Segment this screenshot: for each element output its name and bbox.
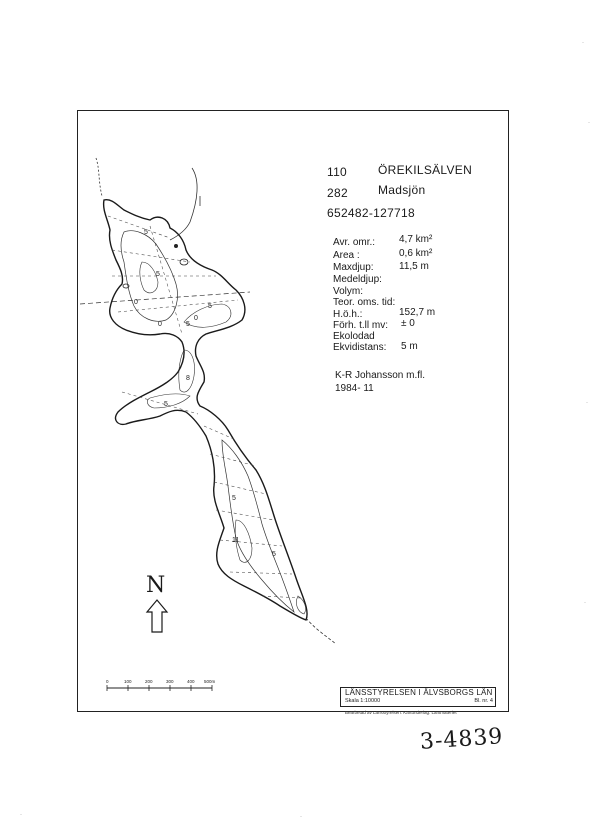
inflow-stream <box>170 168 197 240</box>
transect-line <box>214 482 266 494</box>
transect-line <box>210 454 256 466</box>
depth-label: 11 <box>232 537 240 544</box>
scan-speck: · <box>20 812 22 818</box>
depth-label: 5 <box>156 271 160 278</box>
lake-number: 282 <box>327 186 348 200</box>
lake-shoreline <box>104 200 307 620</box>
info-value: 5 m <box>401 341 418 352</box>
transect-line <box>204 426 236 440</box>
depth-label: 0 <box>158 321 162 328</box>
depth-label: 0 <box>134 299 138 306</box>
depth-contour <box>179 350 195 392</box>
stamp-title: LÄNSSTYRELSEN I ÄLVSBORGS LÄN <box>345 688 493 697</box>
info-label: Ekvidistans: <box>333 342 387 353</box>
island <box>174 244 178 248</box>
scan-speck: · <box>582 40 584 46</box>
transect-line <box>220 540 282 546</box>
depth-contour <box>222 440 294 612</box>
inflow-stream <box>96 158 102 196</box>
info-label: Volym: <box>333 286 364 297</box>
info-label: Area : <box>333 250 360 261</box>
info-label: Maxdjup: <box>333 262 374 273</box>
north-arrow-shape <box>147 600 167 632</box>
transect-line <box>262 596 302 598</box>
depth-label: 5 <box>144 229 148 236</box>
depth-label: 5 <box>164 401 168 408</box>
transect-line <box>108 216 170 238</box>
authority-stamp <box>340 687 496 707</box>
depth-label: 8 <box>186 375 190 382</box>
scale-tick-label: 500m <box>204 679 216 684</box>
road <box>80 292 250 304</box>
scan-speck: · <box>584 600 586 606</box>
info-label: Avr. omr.: <box>333 237 376 248</box>
stamp-details <box>345 698 493 704</box>
basin-name: ÖREKILSÄLVEN <box>378 163 473 177</box>
scale-tick-label: 300 <box>166 679 174 684</box>
scale-tick-label: 0 <box>106 679 109 684</box>
survey-date: 1984- 11 <box>335 383 374 394</box>
handwritten-reference: 3-4839 <box>419 724 505 755</box>
lake-coordinates: 652482-127718 <box>327 206 415 220</box>
depth-label: 5 <box>232 495 236 502</box>
scale-tick-label: 100 <box>124 679 132 684</box>
scale-tick-label: 200 <box>145 679 153 684</box>
stamp-sheet: Bl. nr. 4 <box>474 698 493 704</box>
info-value: 0,6 km² <box>399 248 433 259</box>
depth-label: 5 <box>272 551 276 558</box>
author-name: K-R Johansson m.fl. <box>335 370 426 381</box>
info-label: Teor. oms. tid: <box>333 297 396 308</box>
transect-line <box>216 510 274 520</box>
depth-label: 5 <box>208 303 212 310</box>
island <box>180 259 188 265</box>
info-label: H.ö.h.: <box>333 309 363 320</box>
scale-bar <box>107 685 212 691</box>
lake-name: Madsjön <box>378 183 426 197</box>
north-label: N <box>146 573 166 598</box>
info-label: Förh. t.ll mv: <box>333 320 389 331</box>
depth-label: 5 <box>186 321 190 328</box>
info-value: 11,5 m <box>399 261 429 272</box>
north-arrow-icon <box>146 573 167 632</box>
info-value: 152,7 m <box>399 307 436 318</box>
info-value: ± 0 <box>401 318 415 329</box>
info-label: Medeldjup: <box>333 274 382 285</box>
outflow-stream <box>306 618 336 644</box>
transect-line <box>230 572 292 574</box>
scan-speck: · <box>300 814 302 820</box>
scan-speck: · <box>588 120 590 126</box>
scale-tick-label: 400 <box>187 679 195 684</box>
scan-speck: · <box>586 400 588 406</box>
sounding-transects <box>108 216 302 598</box>
stamp-note: Bearbetad av Länsstyrelsen. Kartunderlag: Lantmäteriet <box>345 710 457 715</box>
depth-label: 0 <box>194 315 198 322</box>
stamp-scale: Skala 1:10000 <box>345 698 381 704</box>
info-value: 4,7 km² <box>399 234 433 245</box>
info-label: Ekolodad <box>333 331 375 342</box>
depth-labels <box>134 229 276 558</box>
basin-number: 110 <box>327 165 348 179</box>
